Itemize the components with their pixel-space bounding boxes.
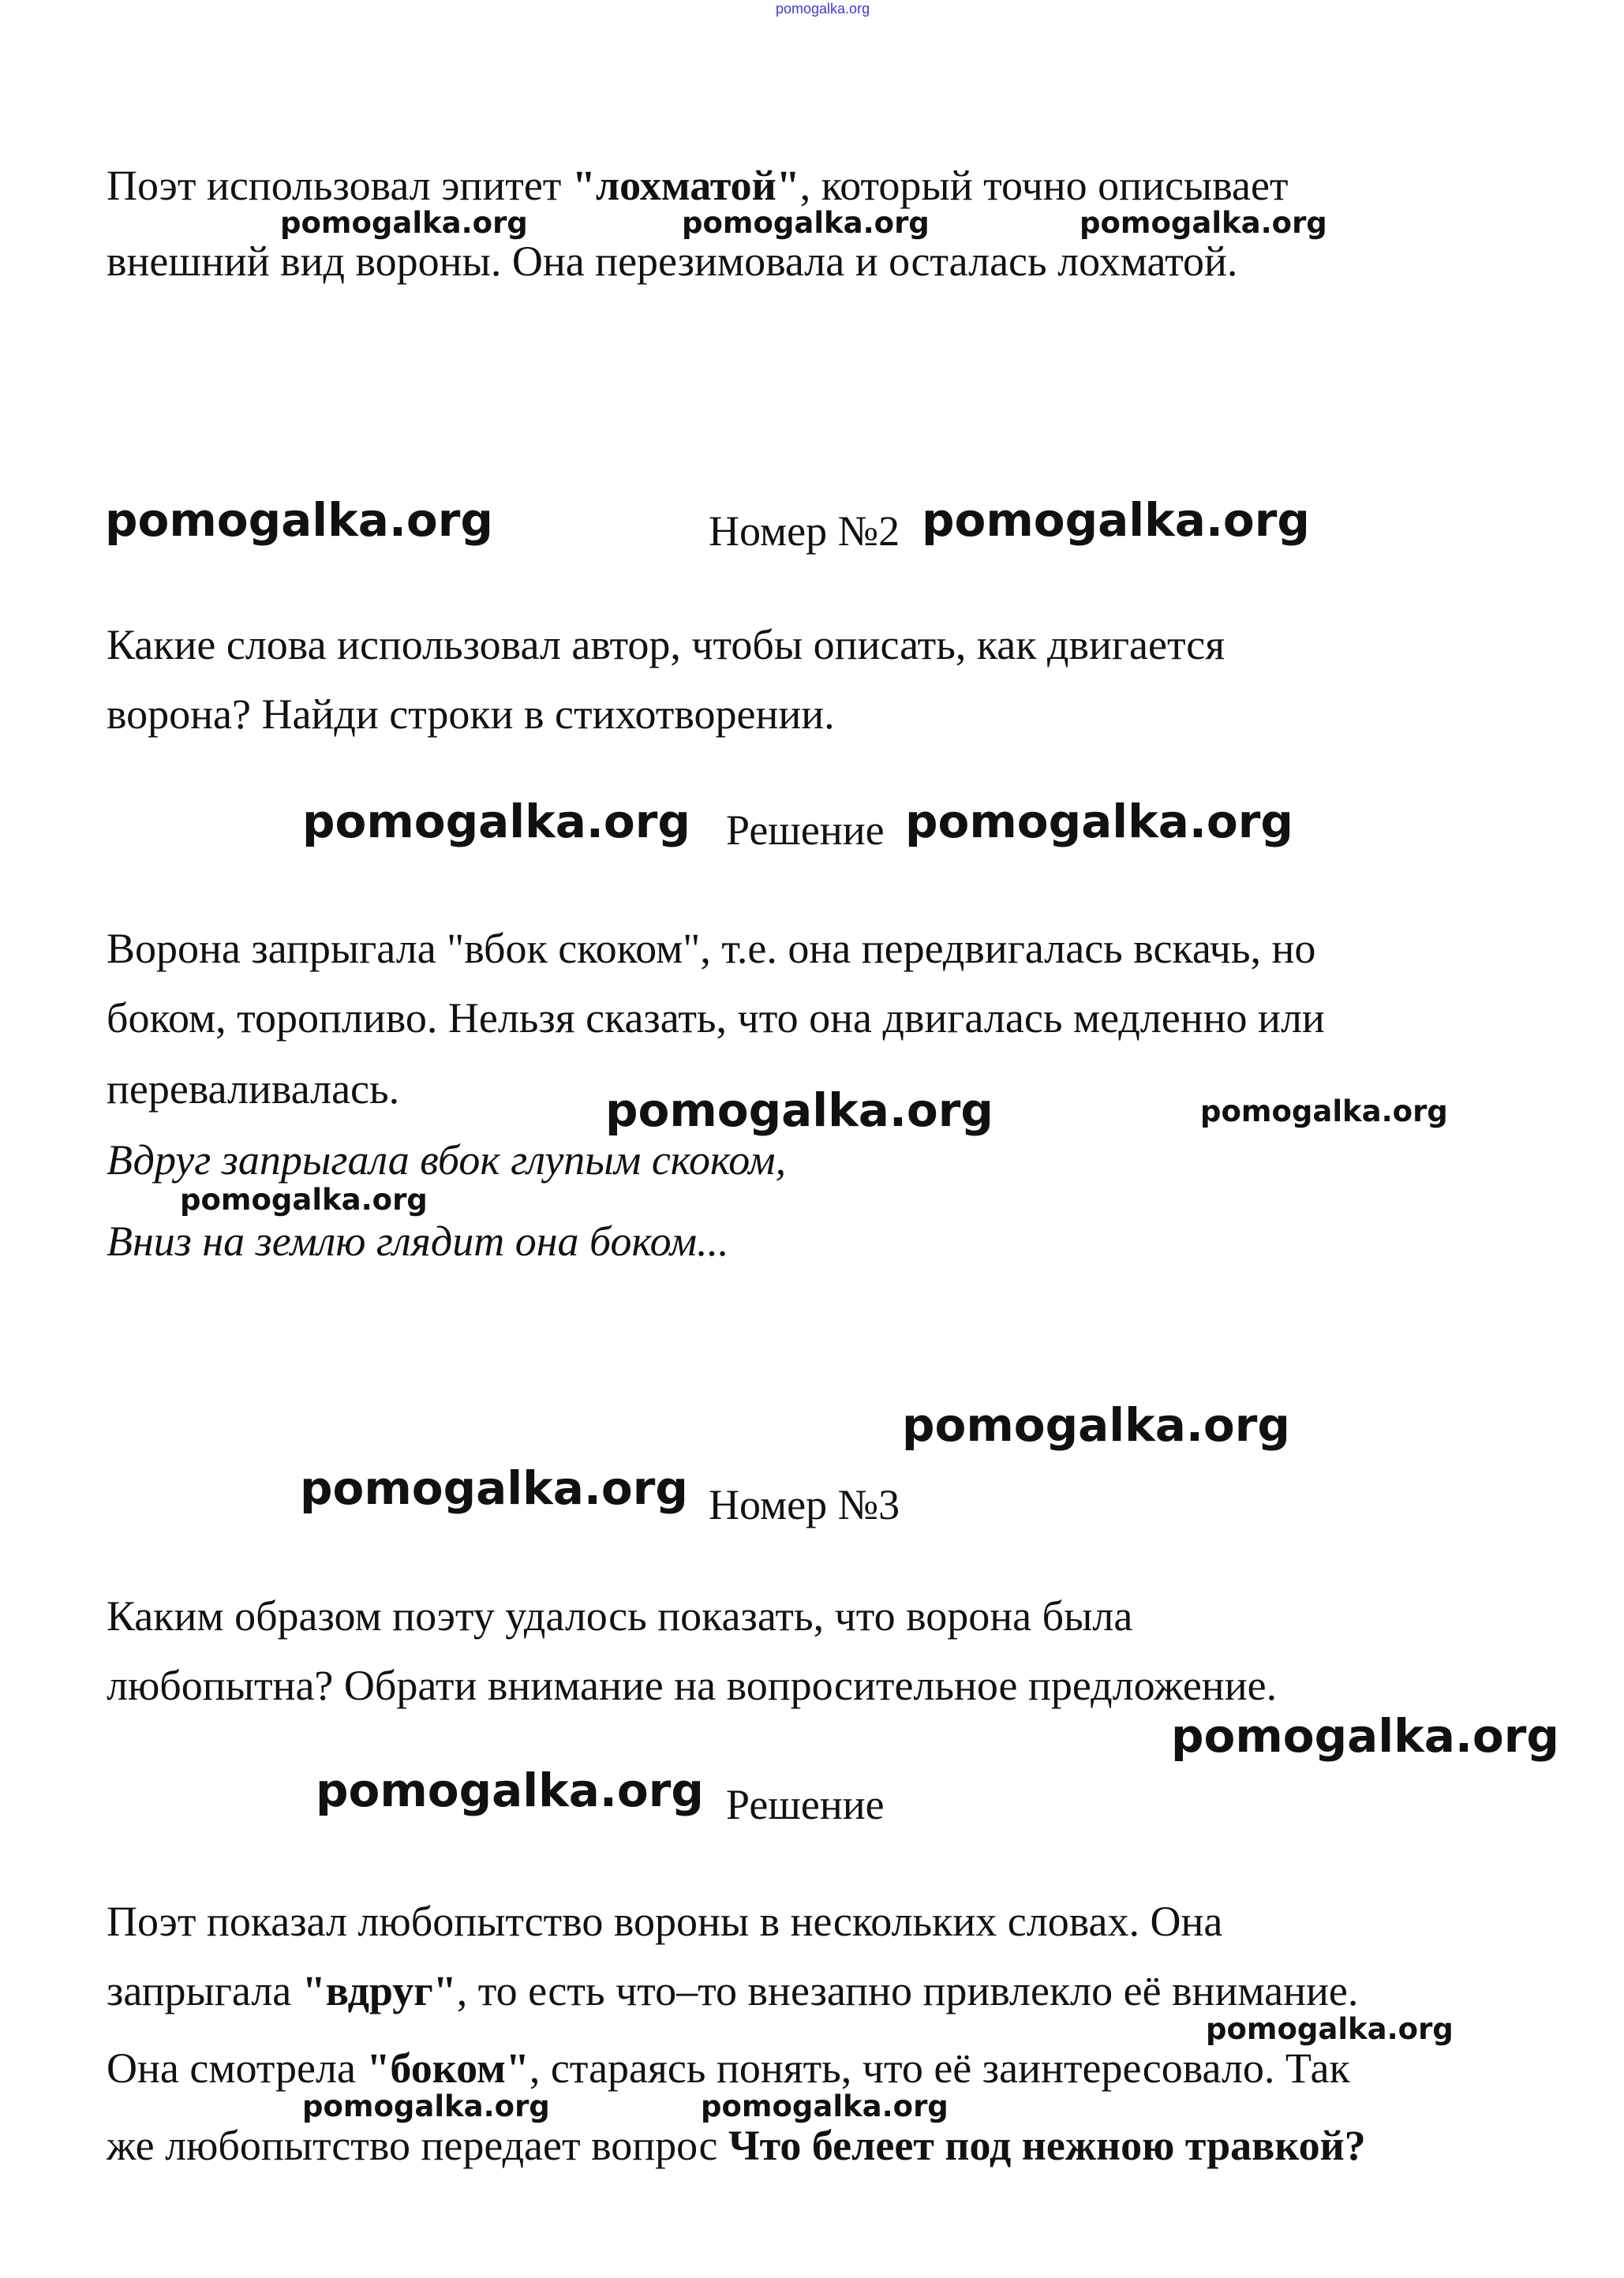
question-line: Каким образом поэту удалось показать, что ворона была <box>107 1592 1133 1640</box>
solution-label: Решение <box>726 806 885 854</box>
watermark: pomogalka.org <box>1200 1094 1448 1128</box>
watermark: pomogalka.org <box>1206 2012 1454 2046</box>
watermark: pomogalka.org <box>300 1461 688 1515</box>
text: Она смотрела <box>107 2044 367 2092</box>
answer-line <box>107 1969 1358 2012</box>
question-line: ворона? Найди строки в стихотворении. <box>107 690 835 738</box>
text: , который точно описывает <box>799 162 1289 209</box>
task-2-title: Номер №2 <box>709 507 900 555</box>
question-line: Какие слова использовал автор, чтобы описать, как двигается <box>107 621 1225 668</box>
watermark: pomogalka.org <box>105 493 493 547</box>
answer-line: Ворона запрыгала "вбок скоком", т.е. она передвигалась вскачь, но <box>107 925 1316 972</box>
text: же любопытство передает вопрос <box>107 2122 728 2169</box>
watermark: pomogalka.org <box>302 2089 550 2123</box>
text: , стараясь понять, что её заинтересовало. Так <box>529 2044 1350 2092</box>
bold-text: "лохматой" <box>571 162 800 209</box>
bold-text: "боком" <box>366 2044 529 2092</box>
watermark: pomogalka.org <box>701 2089 949 2123</box>
watermark: pomogalka.org <box>1171 1709 1559 1763</box>
watermark: pomogalka.org <box>302 795 690 848</box>
question-line: любопытна? Обрати внимание на вопросительное предложение. <box>107 1662 1278 1709</box>
solution-label: Решение <box>726 1781 885 1828</box>
watermark: pomogalka.org <box>682 206 930 240</box>
text: Поэт использовал эпитет <box>107 162 572 209</box>
watermark: pomogalka.org <box>1080 206 1327 240</box>
watermark: pomogalka.org <box>605 1083 993 1137</box>
watermark: pomogalka.org <box>180 1183 428 1217</box>
watermark: pomogalka.org <box>902 1398 1290 1452</box>
answer-line: боком, торопливо. Нельзя сказать, что она двигалась медленно или <box>107 994 1325 1042</box>
answer-line: переваливалась. <box>107 1065 400 1113</box>
text: запрыгала <box>107 1967 302 2014</box>
header-watermark[interactable]: pomogalka.org <box>776 1 870 17</box>
watermark: pomogalka.org <box>316 1764 704 1817</box>
watermark: pomogalka.org <box>280 206 528 240</box>
bold-text: Что белеет под нежною травкой? <box>728 2122 1366 2169</box>
poem-line: Вдруг запрыгала вбок глупым скоком, <box>107 1136 787 1184</box>
task-3-title: Номер №3 <box>709 1481 900 1528</box>
answer-line: Поэт показал любопытство вороны в нескольких словах. Она <box>107 1898 1223 1945</box>
paragraph-line <box>107 164 1289 207</box>
paragraph-line: внешний вид вороны. Она перезимовала и осталась лохматой. <box>107 238 1238 285</box>
text: , то есть что–то внезапно привлекло её внимание. <box>456 1967 1359 2014</box>
answer-line <box>107 2044 1350 2092</box>
watermark: pomogalka.org <box>922 493 1310 547</box>
answer-line <box>107 2124 1366 2167</box>
bold-text: "вдруг" <box>301 1967 457 2014</box>
poem-line: Вниз на землю глядит она боком... <box>107 1218 729 1265</box>
watermark: pomogalka.org <box>905 795 1293 848</box>
